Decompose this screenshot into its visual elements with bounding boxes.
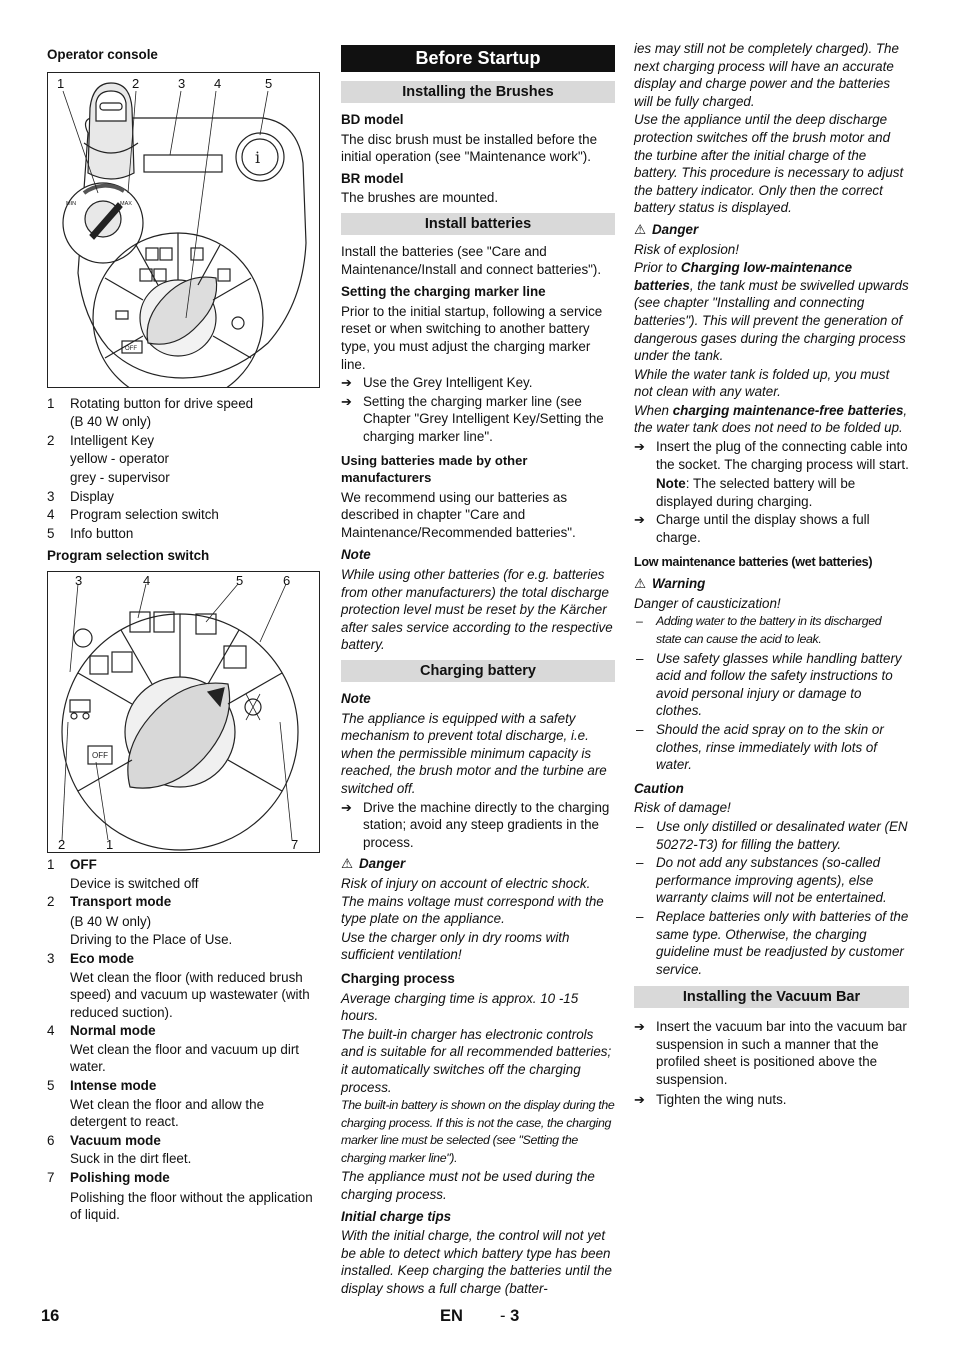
console-item: 4 Program selection switch — [47, 507, 219, 523]
charging-process-heading: Charging process — [341, 970, 455, 986]
sub-page-number: - 3 — [500, 1307, 520, 1325]
other-batteries-heading: Using batteries made by other manufacturers — [341, 452, 528, 486]
switch-off-label: OFF — [92, 750, 108, 760]
mode-item: 5 Intense mode Wet clean the floor and allow the detergent to react. — [47, 1078, 265, 1130]
fig2-label-1: 1 — [106, 836, 114, 852]
br-model-text: The brushes are mounted. — [341, 190, 499, 206]
charging-battery-heading: Charging battery — [341, 660, 615, 682]
danger1-text-2: Use the charger only in dry rooms with sufficient ventilation! — [341, 929, 570, 963]
low-maintenance-heading: Low maintenance batteries (wet batteries) — [634, 554, 873, 569]
program-switch-heading: Program selection switch — [47, 548, 210, 564]
page-number: 16 — [41, 1307, 60, 1325]
caution-item: – Replace batteries only with batteries of the same type. Otherwise, the charging guideline must be readjusted by customer service. — [634, 908, 909, 978]
install-batteries-heading: Install batteries — [341, 213, 615, 235]
charging-process-text-3: The built-in battery is shown on the display during the charging process. If this is not the case, the charging marker line must be selected (see "Setting the charging marker line"). — [341, 1098, 615, 1165]
console-off-label: OFF — [125, 345, 137, 352]
speed-min-label: MIN — [66, 200, 77, 207]
initial-tips-heading: Initial charge tips — [341, 1208, 452, 1224]
note1-text: While using other batteries (for e.g. batteries from other manufacturers) the total discharge protection level must be reset by the Kärcher after sales service according to the respective battery. — [341, 567, 613, 653]
fig2-label-2: 2 — [58, 836, 66, 852]
mode-item: 2 Transport mode (B 40 W only) Driving to the Place of Use. — [47, 894, 233, 948]
console-item: 1 Rotating button for drive speed (B 40 W only) — [47, 395, 254, 430]
language-code: EN — [440, 1307, 463, 1325]
column-2 — [341, 40, 615, 1299]
fig2-label-5: 5 — [236, 572, 244, 588]
program-switch-drawing — [48, 572, 319, 852]
fig1-label-5: 5 — [265, 75, 273, 91]
console-item: 3 Display — [47, 488, 114, 504]
charge-step: ➔ Charge until the display shows a full charge. — [634, 511, 909, 546]
danger2-text-1: Risk of explosion! — [634, 241, 739, 257]
deep-discharge-text: Use the appliance until the deep discharge protection switches off the brush motor and the turbine after the initial charge of the battery. This procedure is necessary to adjust the battery indicator. Only then the correct battery status is displayed. — [634, 112, 904, 216]
note2-text: The appliance is equipped with a safety mechanism to prevent total discharge, i.e. when the permissible minimum capacity is reached, the brush motor and the turbine are switched off. — [341, 710, 607, 796]
br-model-heading: BR model — [341, 170, 404, 186]
setting-marker-heading: Setting the charging marker line — [341, 284, 546, 300]
column-1 — [47, 40, 321, 1225]
danger2-text-2: Prior to Charging low-maintenance batteries, the tank must be swivelled upwards (see chapter "Installing and connecting batteries"). This will prevent the generation of dangerous gases during the charging process under the tank. — [634, 260, 909, 364]
fig2-label-3: 3 — [75, 572, 83, 588]
danger2-text-4: When charging maintenance-free batteries, the water tank does not need to be folded up. — [634, 402, 908, 436]
console-item: 5 Info button — [47, 525, 134, 541]
other-batteries-text: We recommend using our batteries as described in chapter "Care and Maintenance/Recommended batteries". — [341, 489, 576, 540]
warning-item: – Adding water to the battery in its discharged state can cause the acid to leak. — [634, 613, 909, 648]
setting-marker-text: Prior to the initial startup, following a service reset or when switching to another battery type, you must adjust the charging marker line. — [341, 303, 603, 372]
fig1-label-3: 3 — [178, 75, 186, 91]
mode-item: 6 Vacuum mode Suck in the dirt fleet. — [47, 1132, 192, 1167]
plug-step: ➔ Insert the plug of the connecting cable into the socket. The charging process will start. Note: The selected battery will be displayed during charging. — [634, 438, 909, 510]
initial-tips-continued: ies may still not be completely charged). The next charging process will have an accurate display and charge power and the batteries will be fully charged. — [634, 41, 899, 109]
warning-heading: ⚠ Warning — [634, 576, 706, 592]
fig1-label-4: 4 — [214, 75, 222, 91]
fig1-label-2: 2 — [132, 75, 140, 91]
caution-text: Risk of damage! — [634, 800, 731, 816]
mode-item: 3 Eco mode Wet clean the floor (with reduced brush speed) and vacuum up wastewater (with reduced suction). — [47, 950, 310, 1020]
console-item: 2 Intelligent Key yellow - operator grey - supervisor — [47, 432, 170, 485]
charging-process-text-1: Average charging time is approx. 10 -15 hours. — [341, 990, 579, 1024]
danger2-text-3: While the water tank is folded up, you must not clean with any water. — [634, 366, 890, 400]
modes-legend — [47, 856, 321, 1224]
fig1-label-1: 1 — [57, 75, 65, 91]
caution-heading: Caution — [634, 780, 684, 796]
warning-triangle-icon: ⚠ — [634, 221, 647, 237]
setting-step: ➔ Setting the charging marker line (see Chapter "Grey Intelligent Key/Setting the charging marker line". — [341, 393, 615, 446]
fig2-label-4: 4 — [143, 572, 151, 588]
danger1-heading: ⚠ Danger — [341, 856, 406, 872]
mode-item: 7 Polishing mode Polishing the floor without the application of liquid. — [47, 1170, 313, 1223]
charging-process-text-4: The appliance must not be used during the charging process. — [341, 1169, 595, 1203]
bd-model-text: The disc brush must be installed before the initial operation (see "Maintenance work"). — [341, 131, 598, 165]
note1-heading: Note — [341, 547, 371, 563]
initial-tips-text: With the initial charge, the control will not yet be able to detect which battery type has been installed. Keep charging the batteries until the display shows a full charge (batter- — [341, 1228, 612, 1297]
install-batteries-text: Install the batteries (see "Care and Maintenance/Install and connect batteries"). — [341, 243, 602, 277]
fig2-label-7: 7 — [291, 836, 299, 852]
operator-console-figure — [47, 72, 320, 388]
warning-triangle-icon: ⚠ — [341, 856, 354, 872]
warning-item: – Should the acid spray on to the skin or clothes, rinse immediately with lots of water. — [634, 721, 909, 774]
note2-heading: Note — [341, 691, 371, 707]
speed-max-label: MAX — [120, 200, 132, 207]
warning-triangle-icon: ⚠ — [634, 576, 647, 592]
mode-item: 1 OFF Device is switched off — [47, 856, 199, 891]
danger1-text-1: Risk of injury on account of electric shock. The mains voltage must correspond with the type plate on the appliance. — [341, 875, 604, 927]
operator-console-drawing — [48, 73, 319, 387]
console-legend — [47, 395, 321, 543]
fig2-label-6: 6 — [283, 572, 291, 588]
warning-item: – Use safety glasses while handling battery acid and follow the safety instructions to avoid personal injury or damage to clothes. — [634, 650, 909, 720]
mode-item: 4 Normal mode Wet clean the floor and vacuum up dirt water. — [47, 1023, 300, 1075]
before-startup-heading: Before Startup — [341, 45, 615, 72]
vacuum-step: ➔ Insert the vacuum bar into the vacuum bar suspension in such a manner that the profiled sheet is positioned above the suspension. — [634, 1018, 909, 1088]
vacuum-bar-heading: Installing the Vacuum Bar — [634, 986, 909, 1008]
setting-step: ➔ Use the Grey Intelligent Key. — [341, 374, 615, 392]
installing-brushes-heading: Installing the Brushes — [341, 81, 615, 103]
caution-item: – Use only distilled or desalinated water (EN 50272-T3) for filling the battery. — [634, 818, 909, 853]
bd-model-heading: BD model — [341, 112, 404, 127]
note2-step: ➔ Drive the machine directly to the charging station; avoid any steep gradients in the process. — [341, 799, 615, 852]
warning-text: Danger of causticization! — [634, 595, 781, 611]
svg-text:i: i — [255, 147, 261, 167]
danger2-heading: ⚠ Danger — [634, 221, 699, 237]
vacuum-step: ➔ Tighten the wing nuts. — [634, 1091, 909, 1109]
caution-item: – Do not add any substances (so-called performance improving agents), else warranty claims will not be entertained. — [634, 854, 909, 907]
charging-process-text-2: The built-in charger has electronic controls and is suitable for all recommended batteries; it automatically switches off the charging process. — [341, 1026, 612, 1095]
column-3 — [634, 40, 909, 1109]
program-switch-figure — [47, 571, 320, 853]
operator-console-heading: Operator console — [47, 47, 158, 62]
